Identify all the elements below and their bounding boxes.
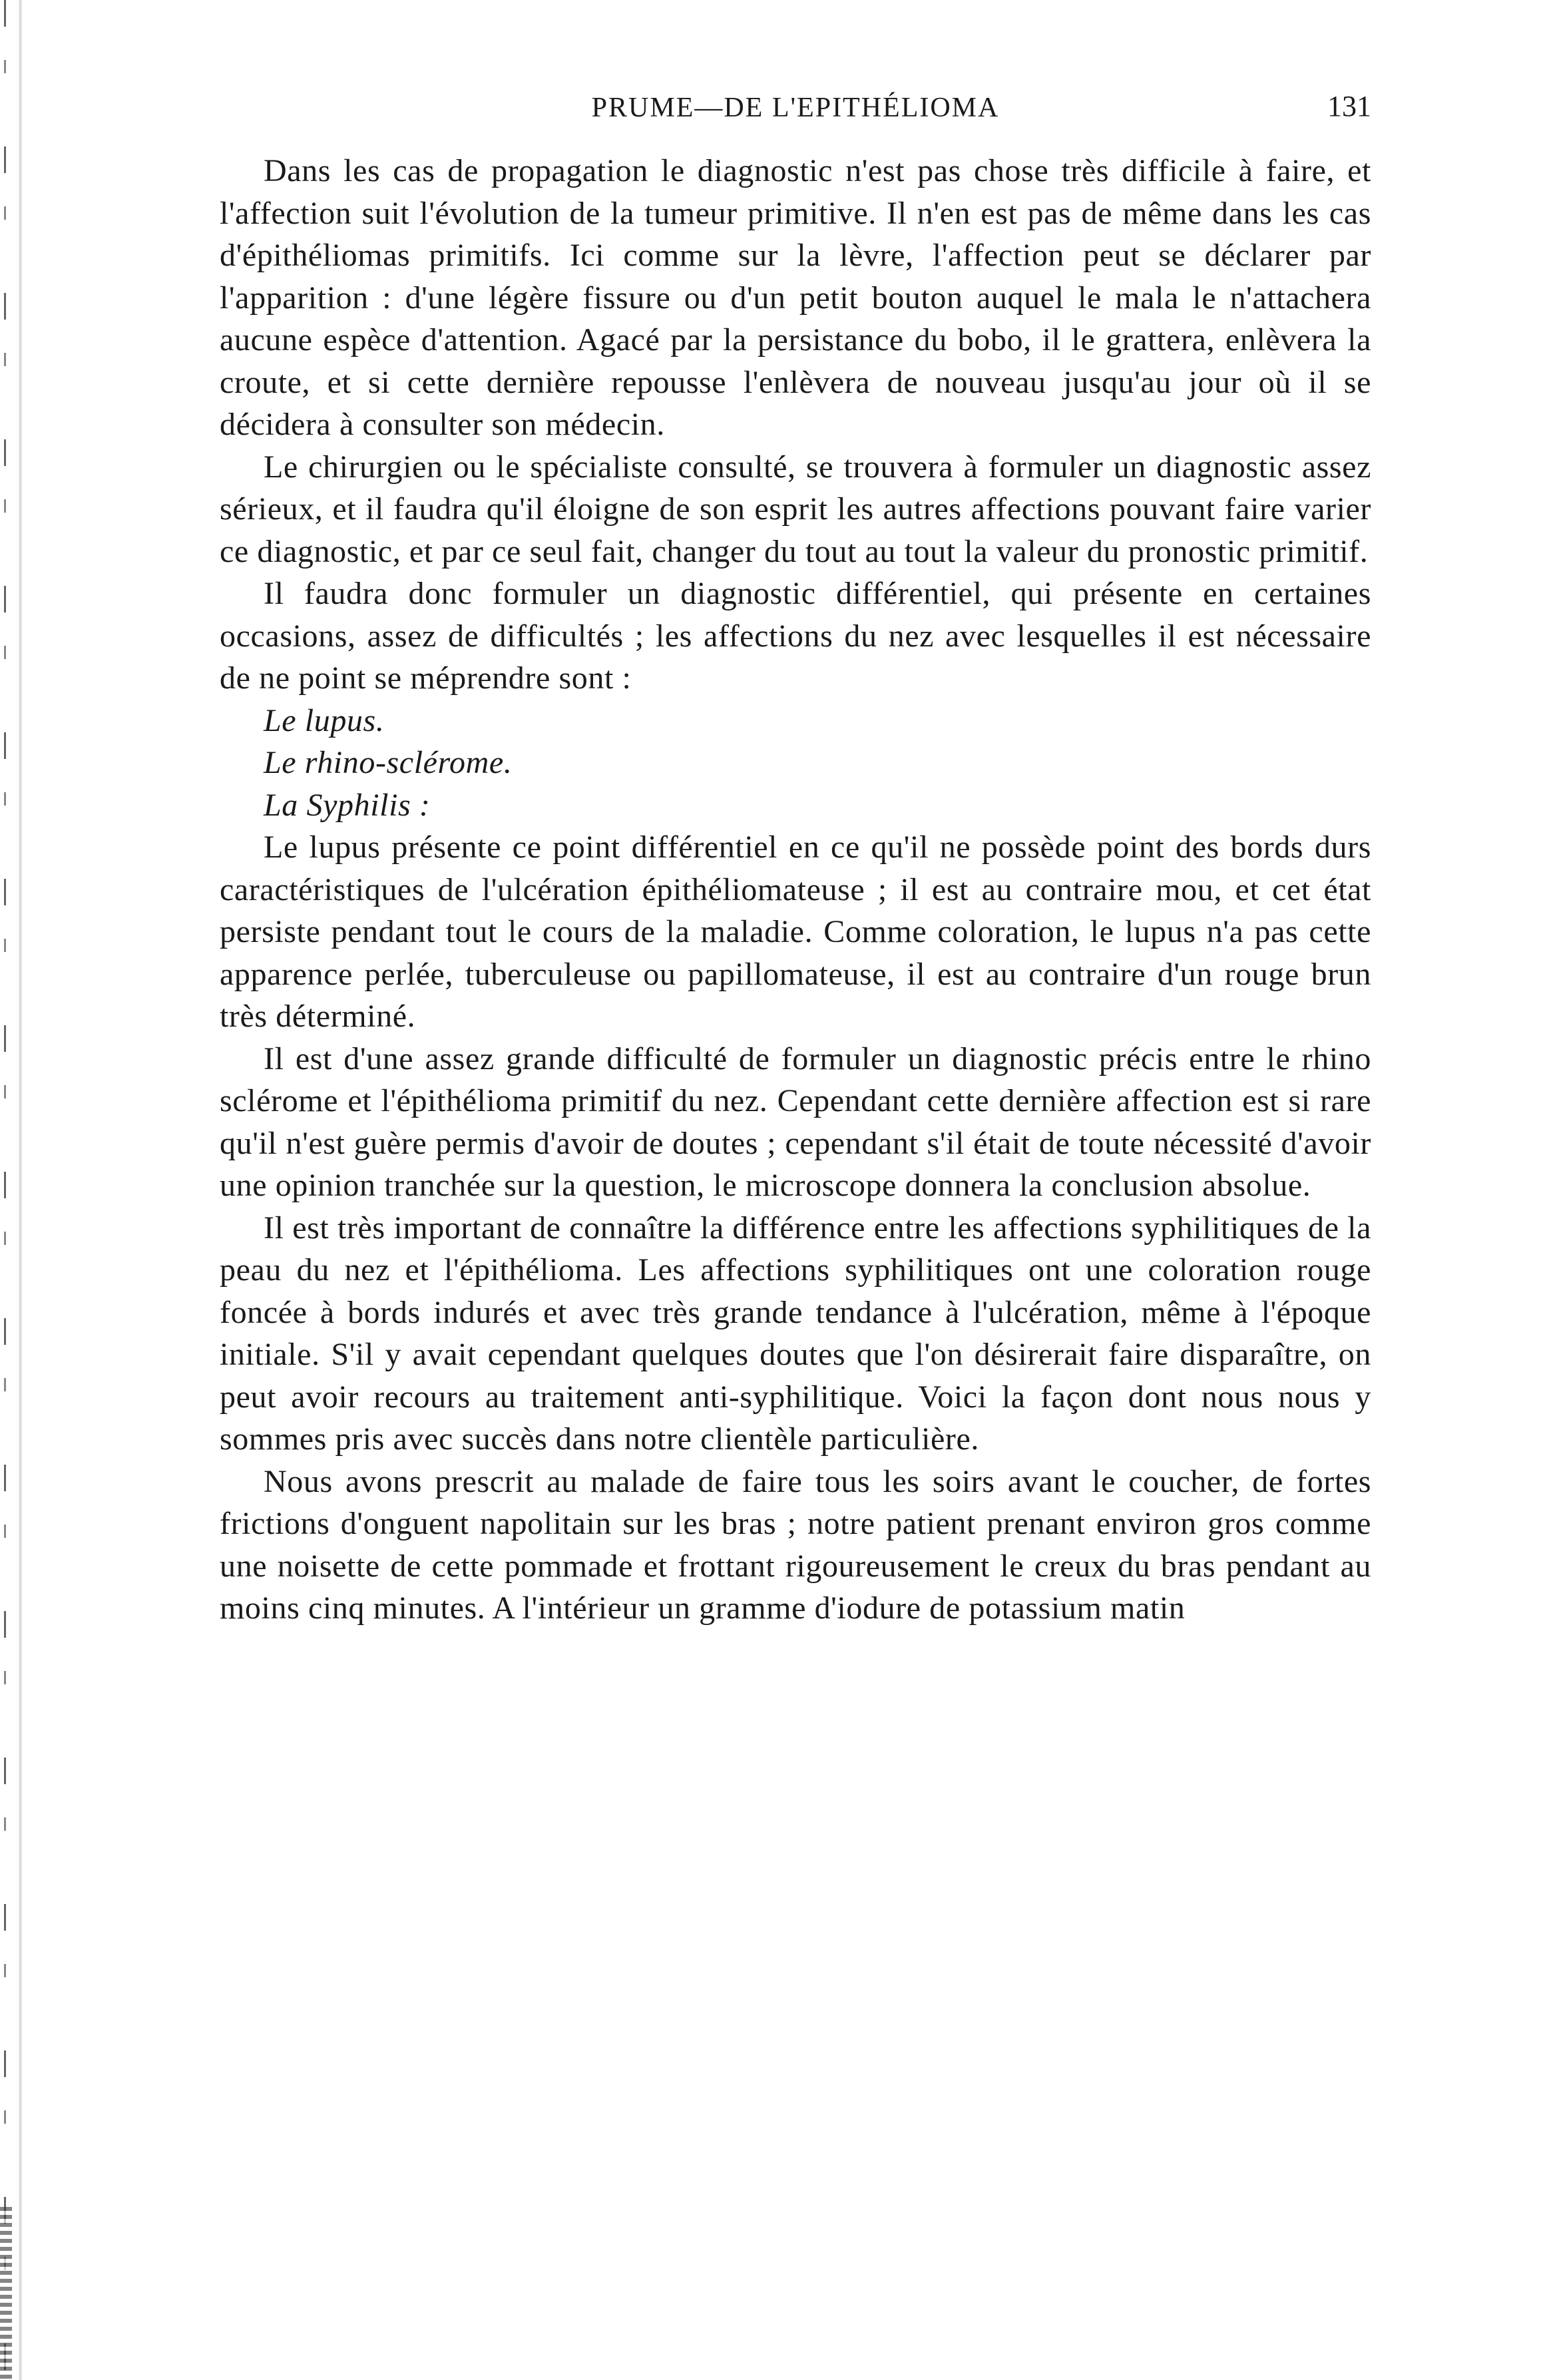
- page-header: [220, 87, 1371, 133]
- list-item: Le lupus.: [264, 702, 385, 738]
- running-title: PRUME—DE L'EPITHÉLIOMA: [591, 93, 1000, 123]
- paragraph: Dans les cas de propagation le diagnostic n'est pas chose très difficile à faire, et l'affection suit l'évolution de la tumeur primitive. Il n'en est pas de même dans les cas d'épithéliomas primitifs. Ici comme sur la lèvre, l'affection peut se déclarer par l'apparition : d'une légère fissure ou d'un petit bouton auquel le mala le n'attachera aucune espèce d'attention. Agacé par la persistance du bobo, il le grattera, enlèvera la croute, et si cette dernière repousse l'enlèvera de nouveau jusqu'au jour où il se décidera à consulter son médecin.: [220, 153, 1371, 442]
- paragraph: Il est d'une assez grande difficulté de formuler un diagnostic précis entre le rhino sclérome et l'épithélioma primitif du nez. Cependant cette dernière affection est si rare qu'il n'est guère permis d'avoir de doutes ; cependant s'il était de toute nécessité d'avoir une opinion tranchée sur la question, le microscope donnera la conclusion absolue.: [220, 1041, 1371, 1203]
- paragraph: Il est très important de connaître la différence entre les affections syphilitiques de la peau du nez et l'épithélioma. Les affections syphilitiques ont une coloration rouge foncée à bords indurés et avec très grande tendance à l'ulcération, même à l'époque initiale. S'il y avait cependant quelques doutes que l'on désirerait faire disparaître, on peut avoir recours au traitement anti-syphilitique. Voici la façon dont nous nous y sommes pris avec succès dans notre clientèle particulière.: [220, 1210, 1371, 1457]
- scan-edge-artifact: [0, 0, 23, 2380]
- body-text: [220, 150, 1371, 1630]
- paragraph: Le lupus présente ce point différentiel en ce qu'il ne possède point des bords durs caractéristiques de l'ulcération épithéliomateuse ; il est au contraire mou, et cet état persiste pendant tout le cours de la maladie. Comme coloration, le lupus n'a pas cette apparence perlée, tuberculeuse ou papillomateuse, il est au contraire d'un rouge brun très déterminé.: [220, 830, 1371, 1034]
- paragraph: Le chirurgien ou le spécialiste consulté, se trouvera à formuler un diagnostic assez sérieux, et il faudra qu'il éloigne de son esprit les autres affections pouvant faire varier ce diagnostic, et par ce seul fait, changer du tout au tout la valeur du pronostic primitif.: [220, 449, 1371, 569]
- list-item: Le rhino-sclérome.: [264, 745, 513, 780]
- page-number: 131: [1327, 90, 1371, 122]
- paragraph: Nous avons prescrit au malade de faire tous les soirs avant le coucher, de fortes frictions d'onguent napolitain sur les bras ; notre patient prenant environ gros comme une noisette de cette pommade et frottant rigoureusement le creux du bras pendant au moins cinq minutes. A l'intérieur un gramme d'iodure de potassium matin: [220, 1463, 1371, 1626]
- paragraph: Il faudra donc formuler un diagnostic différentiel, qui présente en certaines occasions, assez de difficultés ; les affections du nez avec lesquelles il est nécessaire de ne point se méprendre sont :: [220, 576, 1371, 696]
- list-item: La Syphilis :: [264, 787, 431, 823]
